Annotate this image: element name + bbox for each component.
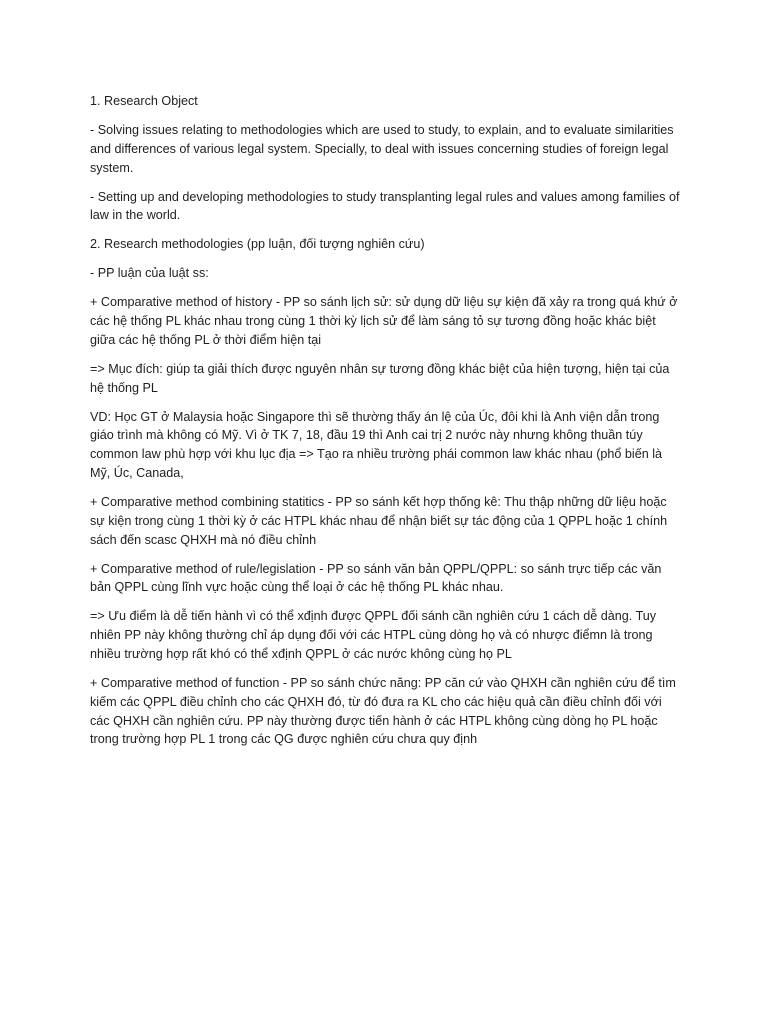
heading-research-object: 1. Research Object	[90, 94, 198, 108]
paragraph-research-object-2: - Setting up and developing methodologies to study transplanting legal rules and values among families of law in the world.	[90, 189, 680, 223]
paragraph-pp-luan: - PP luận của luật ss:	[90, 266, 209, 281]
document-body	[90, 92, 680, 759]
paragraph-example: VD: Học GT ở Malaysia hoặc Singapore thì sẽ thường thấy án lệ của Úc, đôi khi là Anh viện dẫn trong giáo trình mà không có Mỹ. Vì ở TK 7, 18, đầu 19 thì Anh cai trị 2 nước này nhưng không thuần túy common law phù hợp với khu lục địa => Tạo ra nhiều trường phái common law khác nhau (phổ biến là Mỹ, Úc, Canada,	[90, 409, 663, 481]
paragraph-research-object-1: - Solving issues relating to methodologies which are used to study, to explain, and to evaluate similarities and differences of various legal system. Specially, to deal with issues concerning studies of foreign legal system.	[90, 122, 674, 175]
paragraph-method-legislation: + Comparative method of rule/legislation - PP so sánh văn bản QPPL/QPPL: so sánh trực tiếp các văn bản QPPL cùng lĩnh vực hoặc cùng thể loại ở các hệ thống PL khác nhau.	[90, 561, 662, 595]
paragraph-advantage: => Ưu điểm là dễ tiến hành vì có thể xđịnh được QPPL đối sánh cần nghiên cứu 1 cách dễ dàng. Tuy nhiên PP này không thường chỉ áp dụng đối với các HTPL cùng dòng họ và có nhược điểmn là trong nhiều trường hợp rất khó có thể xđịnh QPPL ở các nước không cùng họ PL	[90, 609, 657, 661]
paragraph-method-function: + Comparative method of function - PP so sánh chức năng: PP căn cứ vào QHXH cần nghiên cứu để tìm kiếm các QPPL điều chỉnh cho các QHXH đó, từ đó đưa ra KL cho các hiệu quả cần điều chỉnh đối với các QHXH cần nghiên cứu. PP này thường được tiến hành ở các HTPL không cùng dòng họ PL hoặc trong trường hợp PL 1 trong các QG được nghiên cứu chưa quy định	[90, 675, 676, 747]
heading-research-methodologies: 2. Research methodologies (pp luận, đối tượng nghiên cứu)	[90, 237, 425, 252]
paragraph-method-history: + Comparative method of history - PP so sánh lịch sử: sử dụng dữ liệu sự kiện đã xảy ra trong quá khứ ở các hệ thống PL khác nhau trong cùng 1 thời kỳ lịch sử để làm sáng tỏ sự tương đồng hoặc khác biệt giữa các hệ thống PL ở thời điểm hiện tại	[90, 295, 678, 347]
paragraph-purpose: => Mục đích: giúp ta giải thích được nguyên nhân sự tương đồng khác biệt của hiện tượng, hiện tại của hệ thống PL	[90, 361, 670, 395]
paragraph-method-statistics: + Comparative method combining statitics - PP so sánh kết hợp thống kê: Thu thập những dữ liệu hoặc sự kiện trong cùng 1 thời kỳ ở các HTPL khác nhau để nhận biết sự tác động của 1 QPPL hoặc 1 chính sách đến scasc QHXH mà nó điều chỉnh	[90, 495, 668, 547]
